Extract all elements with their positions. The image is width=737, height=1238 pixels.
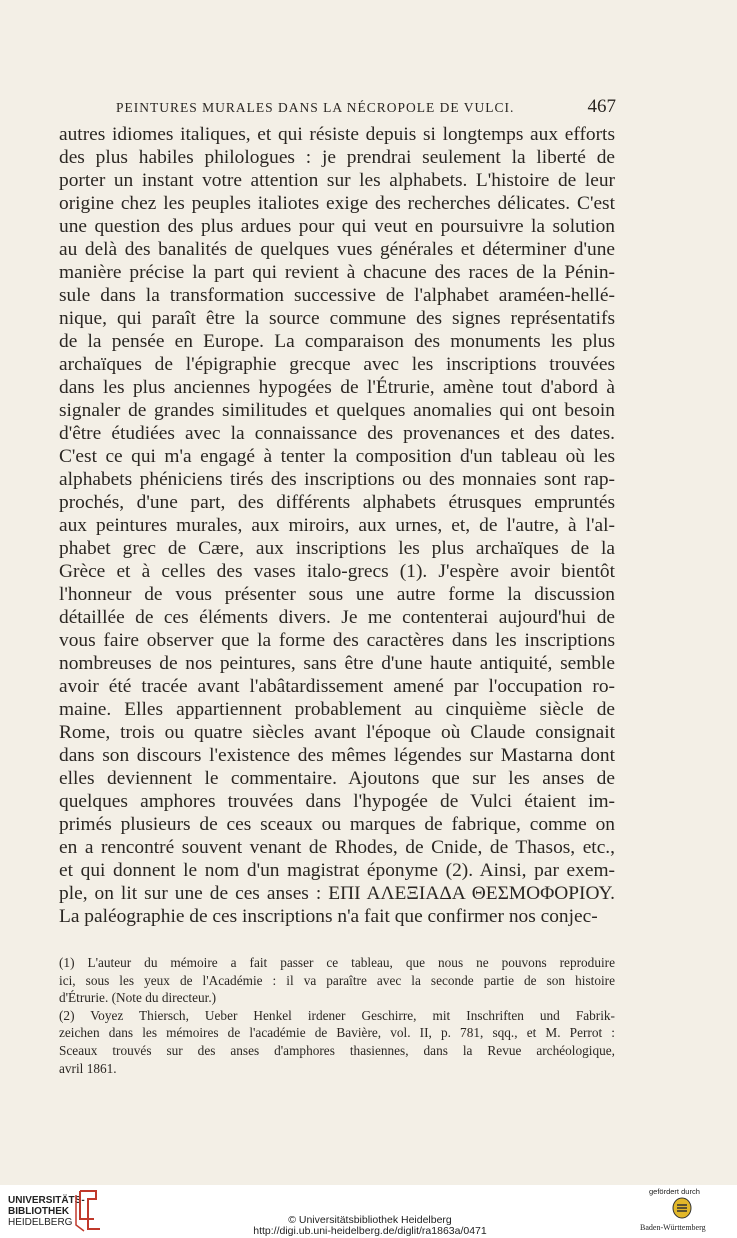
footnote-line: (1) L'auteur du mémoire a fait passer ce tableau, que nous ne pouvons reproduire xyxy=(59,955,615,970)
text-line: nombreuses de nos peintures, sans être d'une haute antiquité, semble xyxy=(59,653,615,674)
library-name-line-1: UNIVERSITÄTS- xyxy=(8,1195,85,1206)
permalink-url[interactable]: http://digi.ub.uni-heidelberg.de/diglit/ra1863a/0471 xyxy=(253,1225,487,1237)
text-line: sule dans la transformation successive de l'alphabet araméen-hellé- xyxy=(59,285,615,306)
text-line: maine. Elles appartiennent probablement au cinquième siècle de xyxy=(59,699,615,720)
text-line: des plus habiles philologues : je prendrai seulement la liberté de xyxy=(59,147,615,168)
library-mark-icon xyxy=(74,1189,102,1233)
text-line: d'être étudiées avec la connaissance des provenances et des dates. xyxy=(59,423,615,444)
footnote-line: avril 1861. xyxy=(59,1060,117,1076)
footnote-line: (2) Voyez Thiersch, Ueber Henkel irdener Geschirre, mit Inschriften und Fabrik- xyxy=(59,1007,615,1023)
text-line: détaillée de ces éléments divers. Je me contenterai aujourd'hui de xyxy=(59,607,615,628)
text-line: quelques amphores trouvées dans l'hypogée de Vulci étaient im- xyxy=(59,791,615,812)
body-text xyxy=(59,123,615,928)
text-line: alphabets phéniciens tirés des inscriptions ou des monnaies sont rap- xyxy=(59,469,615,490)
page-header xyxy=(116,96,616,120)
text-line: phabet grec de Cære, aux inscriptions les plus archaïques de la xyxy=(59,538,615,559)
library-name-line-2: BIBLIOTHEK xyxy=(8,1206,70,1217)
text-line: dans les plus anciennes hypogées de l'Étrurie, amène tout d'abord à xyxy=(59,377,615,398)
text-line: Grèce et à celles des vases italo-grecs (1). J'espère avoir bientôt xyxy=(59,561,615,582)
text-line: au delà des banalités de quelques vues générales et déterminer d'une xyxy=(59,239,615,260)
footnote-line: Sceaux trouvés sur des anses d'amphores thasiennes, dans la Revue archéologique, xyxy=(59,1042,615,1058)
footnote-line: d'Étrurie. (Note du directeur.) xyxy=(59,990,217,1006)
text-line: prochés, d'une part, des différents alphabets étrusques empruntés xyxy=(59,492,615,513)
footer-bar xyxy=(0,1185,737,1238)
text-line: autres idiomes italiques, et qui résiste depuis si longtemps aux efforts xyxy=(59,124,615,145)
text-line: primés plusieurs de ces sceaux ou marques de fabrique, comme on xyxy=(59,814,615,835)
text-line: porter un instant votre attention sur les alphabets. L'histoire de leur xyxy=(59,170,615,191)
text-line: de la pensée en Europe. La comparaison des monuments les plus xyxy=(59,331,615,352)
text-line: dans son discours l'existence des mêmes légendes sur Mastarna dont xyxy=(59,745,615,766)
text-line: ple, on lit sur une de ces anses : ΕΠΙ ΑΛΕΞΙΑΔΑ ΘΕΣΜΟΦΟΡΙΟΥ. xyxy=(59,883,615,904)
running-title: PEINTURES MURALES DANS LA NÉCROPOLE DE VULCI. xyxy=(116,100,515,115)
footnotes xyxy=(59,954,615,1077)
state-seal-icon xyxy=(672,1197,692,1219)
text-line: C'est ce qui m'a engagé à tenter la composition d'un tableau où les xyxy=(59,446,615,467)
text-line: La paléographie de ces inscriptions n'a fait que confirmer nos conjec- xyxy=(59,906,598,927)
text-line: aux peintures murales, aux miroirs, aux urnes, et, de l'autre, à l'al- xyxy=(59,515,615,536)
page-number: 467 xyxy=(587,96,616,117)
text-line: Rome, trois ou quatre siècles avant l'époque où Claude consignait xyxy=(59,722,615,743)
text-line: une question des plus ardues pour qui veut en poursuivre la solution xyxy=(59,216,615,237)
copyright-notice: © Universitätsbibliothek Heidelberg xyxy=(288,1214,452,1226)
footnote-line: zeichen dans les mémoires de l'académie de Bavière, vol. II, p. 781, sqq., et M. Perrot : xyxy=(59,1025,615,1041)
sponsor-label: gefördert durch xyxy=(649,1187,700,1196)
sponsor-name: Baden-Württemberg xyxy=(640,1223,706,1232)
text-line: manière précise la part qui revient à chacune des races de la Pénin- xyxy=(59,262,615,283)
text-line: elles deviennent le commentaire. Ajoutons que sur les anses de xyxy=(59,768,615,789)
text-line: avoir été tracée avant l'abâtardissement amené par l'occupation ro- xyxy=(59,676,615,697)
text-line: et qui donnent le nom d'un magistrat éponyme (2). Ainsi, par exem- xyxy=(59,860,615,881)
text-line: signaler de grandes similitudes et quelques anomalies qui ont besoin xyxy=(59,400,615,421)
text-line: vous faire observer que la forme des caractères dans les inscriptions xyxy=(59,630,615,651)
text-line: nique, qui paraît être la source commune des signes représentatifs xyxy=(59,308,615,329)
library-name-line-3: HEIDELBERG xyxy=(8,1217,73,1228)
footnote-line: ici, sous les yeux de l'Académie : il va paraître avec la seconde partie de son histoire xyxy=(59,972,615,988)
text-line: l'honneur de vous présenter sous une autre forme la discussion xyxy=(59,584,615,605)
text-line: origine chez les peuples italiotes exige des recherches délicates. C'est xyxy=(59,193,615,214)
text-line: archaïques de l'épigraphie grecque avec les inscriptions trouvées xyxy=(59,354,615,375)
text-line: en a rencontré souvent venant de Rhodes, de Cnide, de Thasos, etc., xyxy=(59,837,615,858)
